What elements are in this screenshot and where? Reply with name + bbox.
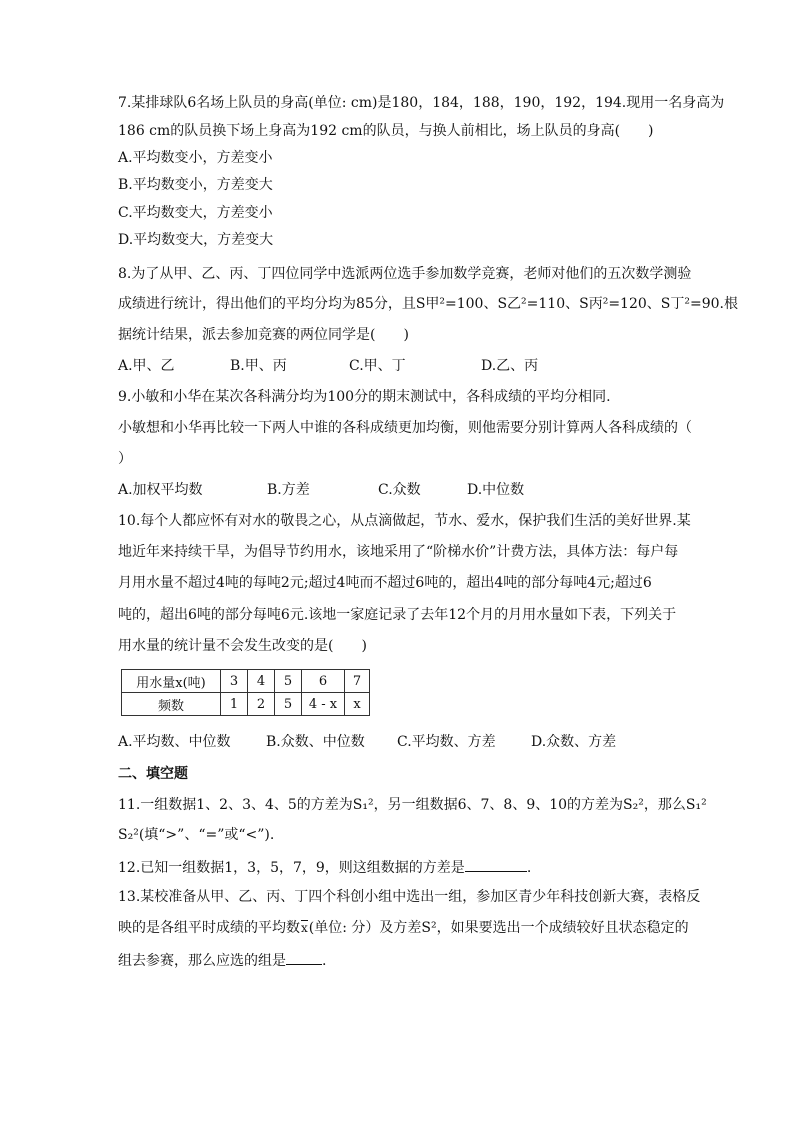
table-row	[122, 693, 370, 716]
q8-stem-line-3: 据统计结果，派去参加竞赛的两位同学是( )	[118, 327, 409, 343]
table-cell: 4	[248, 670, 275, 693]
q7-stem-line-2: 186 cm的队员换下场上身高为192 cm的队员，与换人前相比，场上队员的身高( )	[118, 123, 654, 139]
table-cell: 3	[221, 670, 248, 693]
table-row	[122, 670, 370, 693]
q13-answer-blank	[286, 950, 322, 965]
q13-text-a: 映的是各组平时成绩的平均数	[118, 920, 300, 936]
q9-stem-line-2: 小敏想和小华再比较一下两人中谁的各科成绩更加均衡，则他需要分别计算两人各科成绩的（	[118, 420, 692, 436]
q9-stem-line-1: 9.小敏和小华在某次各科满分均为100分的期末测试中，各科成绩的平均分相同.	[118, 389, 611, 405]
table-cell: 7	[345, 670, 370, 693]
q9-option-a: A.加权平均数	[118, 482, 203, 498]
q9-option-d: D.中位数	[467, 482, 525, 498]
q12-end: .	[526, 860, 532, 876]
q10-options	[118, 733, 738, 751]
q10-stem-line-4: 吨的，超出6吨的部分每吨6元.该地一家庭记录了去年12个月的月用水量如下表，下列关于	[118, 607, 677, 623]
q10-option-b: B.众数、中位数	[266, 734, 365, 750]
q13-stem-line-2	[118, 919, 689, 937]
q12-stem	[118, 857, 531, 877]
q12-text: 12.已知一组数据1，3，5，7，9，则这组数据的方差是	[118, 860, 465, 876]
q13-text-b: (单位: 分）及方差S²，如果要选出一个成绩较好且状态稳定的	[308, 920, 689, 936]
q7-option-c: C.平均数变大，方差变小	[118, 205, 273, 221]
table-header-cell: 用水量x(吨)	[122, 670, 221, 693]
q13-end: .	[322, 953, 327, 969]
table-cell: 5	[275, 693, 302, 716]
table-cell: 2	[248, 693, 275, 716]
table-header-cell: 频数	[122, 693, 221, 716]
table-cell: 4 - x	[302, 693, 345, 716]
q8-option-a: A.甲、乙	[118, 358, 175, 374]
q9-option-b: B.方差	[267, 482, 310, 498]
q13-stem-line-1: 13.某校准备从甲、乙、丙、丁四个科创小组中选出一组，参加区青少年科技创新大赛，表格反	[118, 889, 701, 905]
q10-stem-line-5: 用水量的统计量不会发生改变的是( )	[118, 638, 367, 654]
q8-option-d: D.乙、丙	[481, 358, 539, 374]
q10-stem-line-2: 地近年来持续干旱，为倡导节约用水，该地采用了“阶梯水价”计费方法，具体方法：每户每	[118, 544, 679, 560]
section-title: 二、填空题	[118, 766, 188, 782]
q10-stem-line-1: 10.每个人都应怀有对水的敬畏之心，从点滴做起，节水、爱水，保护我们生活的美好世界.某	[118, 513, 691, 529]
q7-option-b: B.平均数变小，方差变大	[118, 177, 273, 193]
q11-stem-line-2: S₂²(填“>”、“=”或“<”).	[118, 827, 275, 843]
q13-stem-line-3	[118, 950, 326, 970]
q9-stem-line-3: ）	[118, 451, 132, 467]
q10-stem-line-3: 月用水量不超过4吨的每吨2元;超过4吨而不超过6吨的，超出4吨的部分每吨4元;超过6	[118, 575, 652, 591]
q10-option-c: C.平均数、方差	[397, 734, 496, 750]
q8-options	[118, 357, 718, 375]
q11-stem-line-1: 11.一组数据1、2、3、4、5的方差为S₁²，另一组数据6、7、8、9、10的方差为S₂²，那么S₁²	[118, 797, 707, 813]
q8-stem-line-1: 8.为了从甲、乙、丙、丁四位同学中选派两位选手参加数学竞赛，老师对他们的五次数学测验	[118, 266, 692, 282]
q8-option-c: C.甲、丁	[349, 358, 406, 374]
table-cell: x	[345, 693, 370, 716]
table-cell: 5	[275, 670, 302, 693]
q7-stem-line-1: 7.某排球队6名场上队员的身高(单位: cm)是180，184，188，190，192，194.现用一名身高为	[118, 95, 725, 111]
q13-text-c: 组去参赛，那么应选的组是	[118, 953, 286, 969]
table-cell: 1	[221, 693, 248, 716]
table-cell: 6	[302, 670, 345, 693]
q10-option-d: D.众数、方差	[531, 734, 617, 750]
q10-option-a: A.平均数、中位数	[118, 734, 231, 750]
q9-options	[118, 481, 718, 499]
q9-option-c: C.众数	[378, 482, 421, 498]
q12-answer-blank	[465, 857, 527, 872]
q8-option-b: B.甲、丙	[230, 358, 287, 374]
q7-option-d: D.平均数变大，方差变大	[118, 232, 274, 248]
q8-stem-line-2: 成绩进行统计，得出他们的平均分均为85分，且S甲²=100、S乙²=110、S丙²=120、S丁²=90.根	[118, 296, 738, 312]
mean-symbol-x-bar: x	[301, 921, 308, 935]
q7-option-a: A.平均数变小，方差变小	[118, 150, 273, 166]
water-usage-table	[121, 669, 370, 716]
